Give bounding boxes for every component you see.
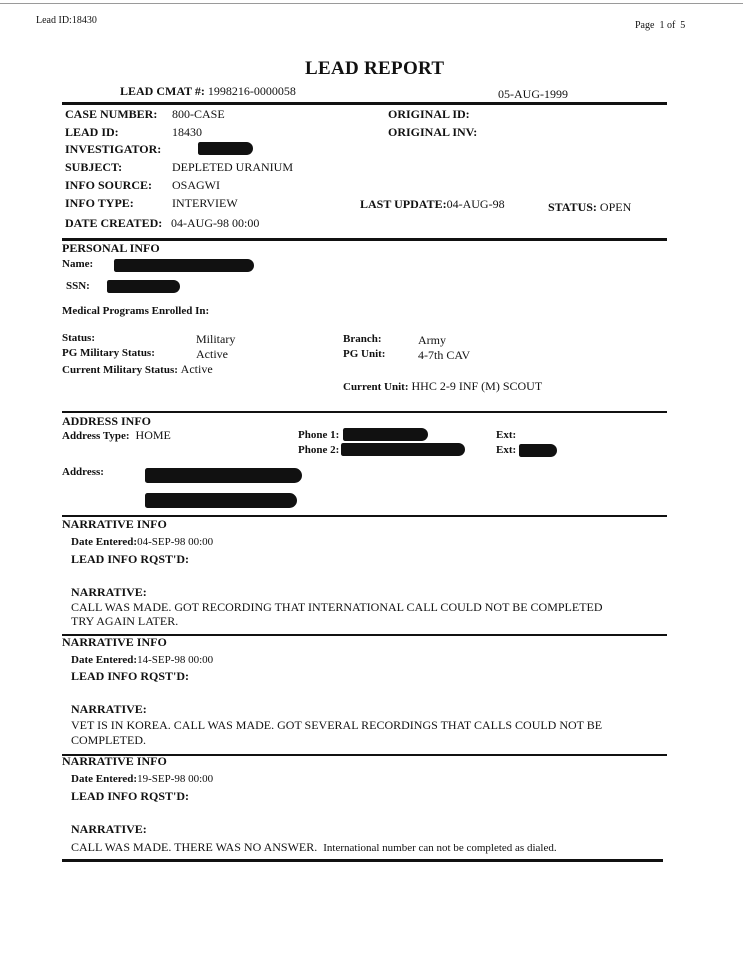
branch-label: Branch: [343, 333, 382, 345]
info-source: OSAGWI [172, 178, 220, 192]
pg-military-status: Active [196, 347, 228, 361]
date-entered-value: 04-SEP-98 00:00 [137, 536, 214, 548]
scan-top-line [0, 3, 743, 4]
last-update [360, 197, 505, 212]
ssn-label: SSN: [66, 280, 90, 292]
redaction-bar [343, 428, 428, 441]
redaction-bar [198, 142, 253, 155]
subject: DEPLETED URANIUM [172, 160, 293, 174]
date-entered-label: Date Entered: [71, 654, 138, 666]
address-type-label: Address Type: [62, 430, 130, 442]
original-inv-label: ORIGINAL INV: [388, 125, 478, 139]
current-unit-value: HHC 2-9 INF (M) SCOUT [411, 379, 543, 393]
status [548, 200, 631, 215]
phone2-label: Phone 2: [298, 444, 340, 456]
date-entered-value: 19-SEP-98 00:00 [137, 773, 214, 785]
branch: Army [418, 333, 446, 347]
lead-cmat-value: 1998216-0000058 [207, 84, 296, 98]
divider [62, 102, 667, 105]
current-military-status-label: Current Military Status: [62, 364, 178, 376]
current-unit-label: Current Unit: [343, 381, 409, 393]
redaction-bar [145, 468, 302, 483]
status-value: OPEN [599, 200, 632, 214]
narrative-text-part: International number can not be completed as dialed. [323, 842, 557, 854]
current-military-status-value: Active [180, 362, 213, 376]
narrative-label: NARRATIVE: [71, 585, 147, 599]
address-type-value: HOME [135, 428, 171, 442]
narrative-text: COMPLETED. [71, 733, 146, 747]
info-type-label: INFO TYPE: [65, 196, 134, 210]
date-entered [71, 536, 213, 548]
divider [62, 859, 663, 862]
narrative-heading: NARRATIVE INFO [62, 517, 167, 531]
lead-info-rqstd: LEAD INFO RQST'D: [71, 669, 190, 683]
date-created: 04-AUG-98 00:00 [171, 216, 260, 230]
header-lead-id [36, 15, 97, 26]
narrative-heading: NARRATIVE INFO [62, 754, 167, 768]
narrative-label: NARRATIVE: [71, 822, 147, 836]
lead-cmat-label: LEAD CMAT #: [120, 84, 205, 98]
current-military-status [62, 362, 213, 377]
redaction-bar [145, 493, 297, 508]
pg-unit: 4-7th CAV [418, 348, 471, 362]
pg-military-status-label: PG Military Status: [62, 347, 155, 359]
status-mil: Military [196, 332, 236, 346]
narrative-text: VET IS IN KOREA. CALL WAS MADE. GOT SEVERAL RECORDINGS THAT CALLS COULD NOT BE [71, 718, 603, 732]
investigator-label: INVESTIGATOR: [65, 142, 162, 156]
redaction-bar [114, 259, 254, 272]
date-entered-value: 14-SEP-98 00:00 [137, 654, 214, 666]
address-label: Address: [62, 466, 104, 478]
lead-id: 18430 [172, 125, 202, 139]
header-lead-id-label: Lead ID: [36, 15, 72, 26]
header-lead-id-value: 18430 [71, 15, 97, 26]
info-source-label: INFO SOURCE: [65, 178, 153, 192]
page-current: 1 [659, 20, 665, 31]
ext1-label: Ext: [496, 429, 517, 441]
redaction-bar [107, 280, 180, 293]
address-info-heading: ADDRESS INFO [62, 414, 152, 428]
page-total: 5 [680, 20, 686, 31]
page-title: LEAD REPORT [305, 58, 445, 79]
phone1-label: Phone 1: [298, 429, 340, 441]
report-date: 05-AUG-1999 [498, 87, 568, 101]
narrative-text: TRY AGAIN LATER. [71, 614, 179, 628]
status-label: STATUS: [548, 200, 597, 214]
narrative-text: CALL WAS MADE. GOT RECORDING THAT INTERNATIONAL CALL COULD NOT BE COMPLETED [71, 600, 603, 614]
medical-programs-label: Medical Programs Enrolled In: [62, 305, 210, 317]
last-update-value: 04-AUG-98 [446, 197, 505, 211]
narrative-label: NARRATIVE: [71, 702, 147, 716]
date-entered-label: Date Entered: [71, 536, 138, 548]
date-created-label: DATE CREATED: [65, 216, 163, 230]
current-unit [343, 379, 542, 394]
narrative-text [71, 840, 557, 855]
redaction-bar [341, 443, 465, 456]
lead-cmat [120, 84, 296, 99]
lead-id-label: LEAD ID: [65, 125, 119, 139]
name-label: Name: [62, 258, 94, 270]
lead-info-rqstd: LEAD INFO RQST'D: [71, 552, 190, 566]
case-number-label: CASE NUMBER: [65, 107, 158, 121]
date-entered [71, 654, 213, 666]
address-type [62, 428, 171, 443]
personal-info-heading: PERSONAL INFO [62, 241, 160, 255]
redaction-bar [519, 444, 557, 457]
lead-info-rqstd: LEAD INFO RQST'D: [71, 789, 190, 803]
case-number: 800-CASE [172, 107, 225, 121]
subject-label: SUBJECT: [65, 160, 123, 174]
pg-unit-label: PG Unit: [343, 348, 386, 360]
status-mil-label: Status: [62, 332, 96, 344]
date-entered [71, 773, 213, 785]
date-entered-label: Date Entered: [71, 773, 138, 785]
ext2-label: Ext: [496, 444, 517, 456]
page-label: Page [635, 20, 655, 31]
info-type: INTERVIEW [172, 196, 238, 210]
original-id-label: ORIGINAL ID: [388, 107, 470, 121]
divider [62, 411, 667, 413]
narrative-text-part: CALL WAS MADE. THERE WAS NO ANSWER. [71, 840, 318, 854]
page-of: of [666, 20, 676, 31]
last-update-label: LAST UPDATE: [360, 197, 447, 211]
page-number [635, 20, 685, 31]
narrative-heading: NARRATIVE INFO [62, 635, 167, 649]
